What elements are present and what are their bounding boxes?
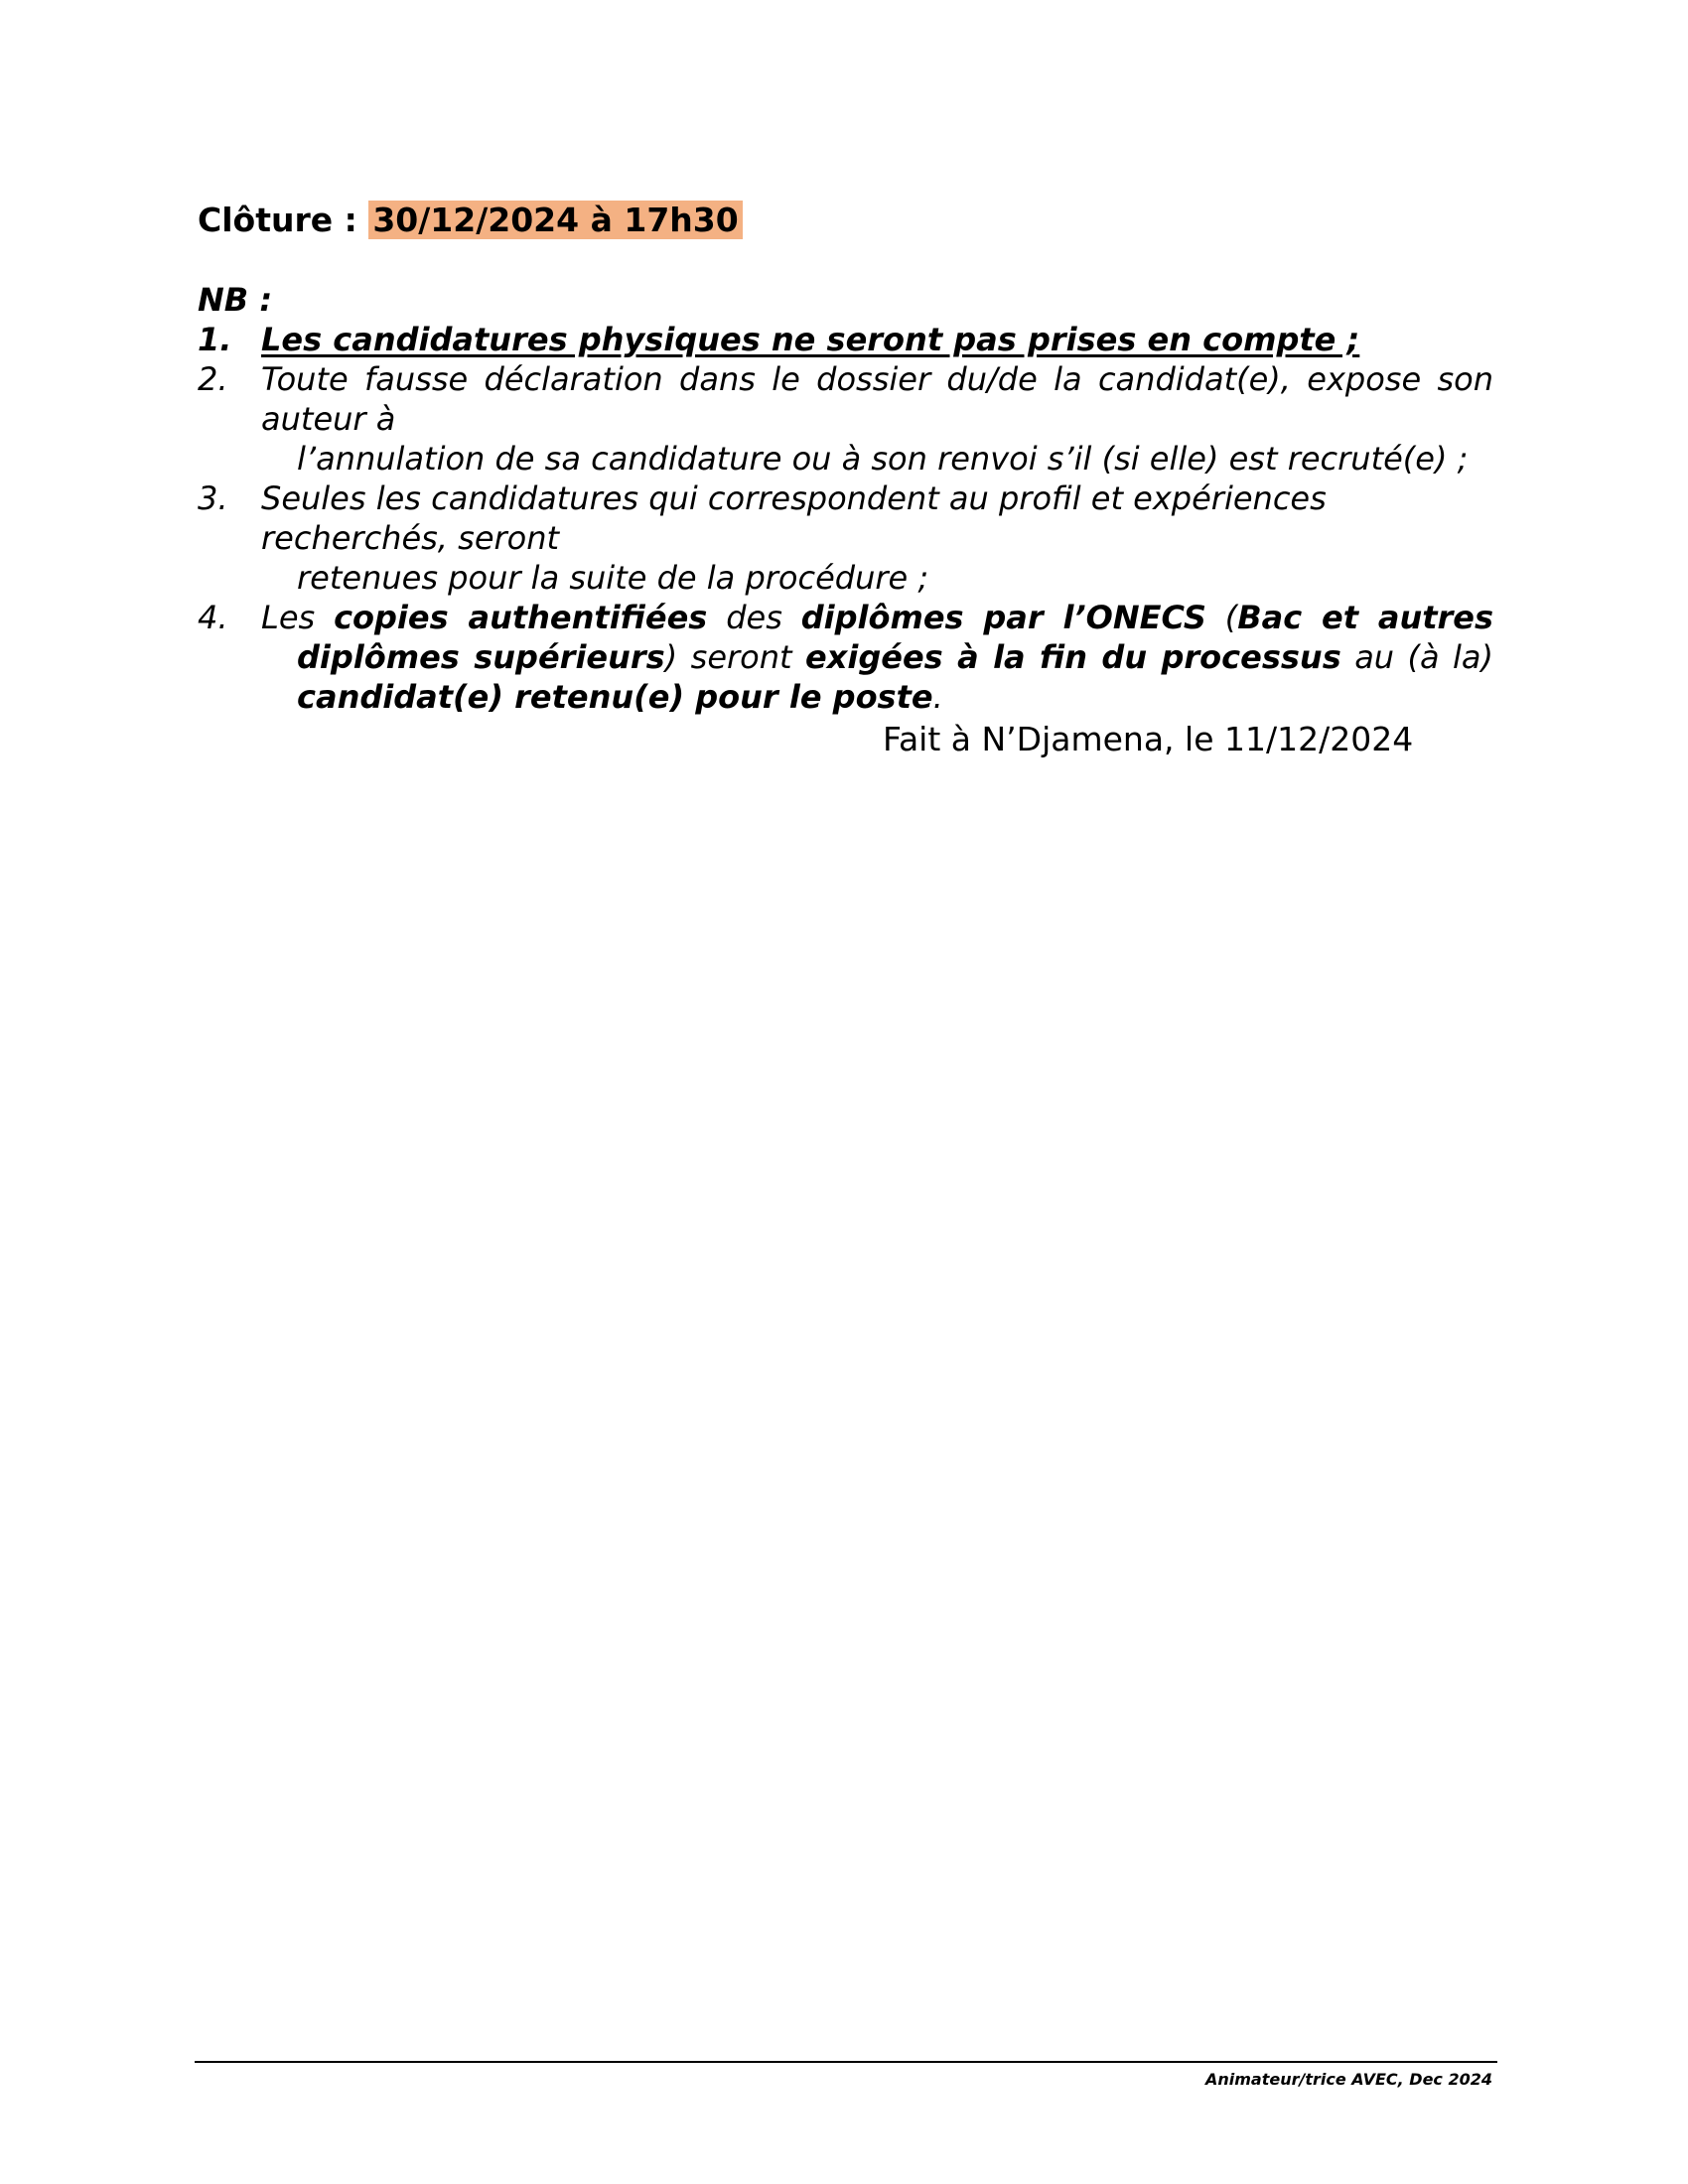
nb-item-text-emphasis: candidat(e) retenu(e) pour le poste [297, 678, 933, 716]
footer-divider [195, 2061, 1497, 2063]
nb-item-line: retenues pour la suite de la procédure ; [297, 559, 929, 597]
nb-item-text-part: ) seront [664, 638, 806, 676]
nb-item-text-emphasis: Bac et autres diplômes supérieurs [297, 599, 1494, 676]
nb-item-text-part: ( [1205, 599, 1238, 636]
nb-item-number: 1. [198, 321, 232, 358]
signature-line: Fait à N’Djamena, le 11/12/2024 [883, 720, 1414, 758]
nb-item-text [261, 598, 1493, 717]
nb-item-number: 2. [198, 360, 228, 398]
nb-item-text [261, 478, 1493, 598]
closing-line [198, 197, 743, 244]
nb-item-text: Les candidatures physiques ne seront pas prises en compte ; [261, 321, 1360, 358]
nb-item-text-part: des [707, 599, 801, 636]
nb-item-text-emphasis: copies authentifiées [334, 599, 708, 636]
nb-item-line: l’annulation de sa candidature ou à son renvoi s’il (si elle) est recruté(e) ; [297, 440, 1469, 478]
nb-item-text-part: . [932, 678, 943, 716]
footer-text: Animateur/trice AVEC, Dec 2024 [1205, 2070, 1492, 2089]
closing-label: Clôture : [198, 201, 357, 239]
nb-item-4 [198, 598, 1493, 717]
nb-list [198, 320, 1493, 717]
closing-datetime-highlight: 30/12/2024 à 17h30 [368, 201, 742, 239]
nb-item-text-part: Les [261, 599, 335, 636]
nb-item-number: 3. [198, 479, 228, 517]
nb-item-text [261, 359, 1493, 478]
nb-item-number: 4. [198, 599, 228, 636]
nb-item-2 [198, 359, 1493, 478]
nb-item-text-part: au (à la) [1340, 638, 1494, 676]
nb-item-line: Toute fausse déclaration dans le dossier du/de la candidat(e), expose son auteur à [261, 360, 1493, 438]
nb-item-3 [198, 478, 1493, 598]
nb-item-text-emphasis: exigées à la fin du processus [805, 638, 1341, 676]
nb-item-text-emphasis: diplômes par l’ONECS [800, 599, 1206, 636]
nb-title: NB : [198, 281, 273, 319]
nb-item-line: Seules les candidatures qui correspondent au profil et expériences recherchés, seront [261, 479, 1327, 557]
nb-item-1 [198, 320, 1493, 359]
